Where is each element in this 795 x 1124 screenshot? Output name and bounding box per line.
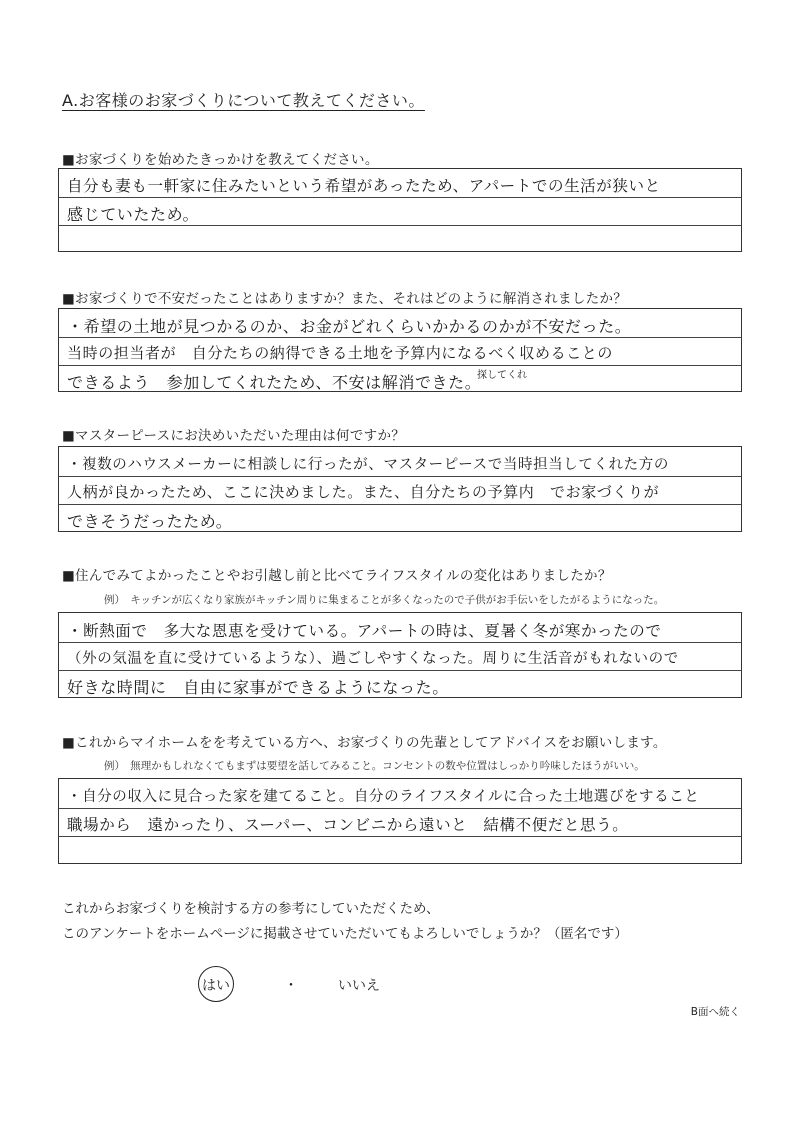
ruled-line xyxy=(59,476,741,477)
answer-3-line-3: できそうだったため。 xyxy=(67,512,233,531)
answer-3-line-2: 人柄が良かったため、ここに決めました。また、自分たちの予算内 でお家づくりが xyxy=(67,483,660,501)
answer-2-line-1: ・希望の土地が見つかるのか、お金がどれくらいかかるのかが不安だった。 xyxy=(67,317,632,336)
question-4: ■住んでみてよかったことやお引越し前と比べてライフスタイルの変化はありましたか？ xyxy=(62,568,612,584)
insert-note: 探してくれ xyxy=(477,370,527,381)
answer-4-line-1: ・断熱面で 多大な恩恵を受けている。アパートの時は、夏暑く冬が寒かったので xyxy=(67,622,662,640)
answer-box-4 xyxy=(58,612,742,698)
answer-box-3 xyxy=(58,446,742,532)
answer-4-line-3: 好きな時間に 自由に家事ができるようになった。 xyxy=(67,678,449,697)
answer-box-2 xyxy=(58,308,742,392)
choice-separator: ・ xyxy=(284,978,298,994)
ruled-line xyxy=(59,504,741,505)
question-1: ■お家づくりを始めたきっかけを教えてください。 xyxy=(62,152,379,168)
ruled-line xyxy=(59,365,741,366)
choice-yes[interactable]: はい xyxy=(202,978,230,994)
question-5: ■これからマイホームをを考えている方へ、お家づくりの先輩としてアドバイスをお願いします。 xyxy=(62,735,667,751)
section-title: A.お客様のお家づくりについて教えてください。 xyxy=(62,91,425,110)
answer-1-line-1: 自分も妻も一軒家に住みたいという希望があったため、アパートでの生活が狭いと xyxy=(67,177,661,195)
answer-box-1 xyxy=(58,168,742,252)
ruled-line xyxy=(59,808,741,809)
example-4: 例） キッチンが広くなり家族がキッチン周りに集まることが多くなったので子供がお手伝いをしたがるようになった。 xyxy=(104,594,665,606)
continue-note: B面へ続く xyxy=(690,1006,740,1018)
ruled-line xyxy=(59,225,741,226)
answer-1-line-2: 感じていたため。 xyxy=(67,205,200,224)
consent-text-1: これからお家づくりを検討する方の参考にしていただくため、 xyxy=(62,901,440,917)
question-2: ■お家づくりで不安だったことはありますか？また、それはどのように解消されましたか？ xyxy=(62,291,628,307)
example-5: 例） 無理かもしれなくてもまずは要望を話してみること。コンセントの数や位置はしっかり吟味したほうがいい。 xyxy=(104,760,645,772)
ruled-line xyxy=(59,197,741,198)
ruled-line xyxy=(59,670,741,671)
answer-5-line-2: 職場から 遠かったり、スーパー、コンビニから遠いと 結構不便だと思う。 xyxy=(67,816,629,834)
ruled-line xyxy=(59,836,741,837)
answer-box-5 xyxy=(58,778,742,864)
answer-3-line-1: ・複数のハウスメーカーに相談しに行ったが、マスターピースで当時担当してくれた方の xyxy=(67,457,669,473)
choice-no[interactable]: いいえ xyxy=(338,978,380,994)
answer-5-line-1: ・自分の収入に見合った家を建てること。自分のライフスタイルに合った土地選びをすること xyxy=(67,789,700,805)
question-3: ■マスターピースにお決めいただいた理由は何ですか？ xyxy=(62,428,406,444)
answer-2-line-3: できるよう 参加してくれたため、不安は解消できた。 xyxy=(67,373,482,392)
answer-2-line-2: 当時の担当者が 自分たちの納得できる土地を予算内になるべく収めることの xyxy=(67,344,614,362)
ruled-line xyxy=(59,337,741,338)
ruled-line xyxy=(59,642,741,643)
consent-text-2: このアンケートをホームページに掲載させていただいてもよろしいでしょうか？（匿名です） xyxy=(62,926,628,942)
answer-4-line-2: （外の気温を直に受けているような）、過ごしやすくなった。周りに生活音がもれないので xyxy=(67,651,679,667)
